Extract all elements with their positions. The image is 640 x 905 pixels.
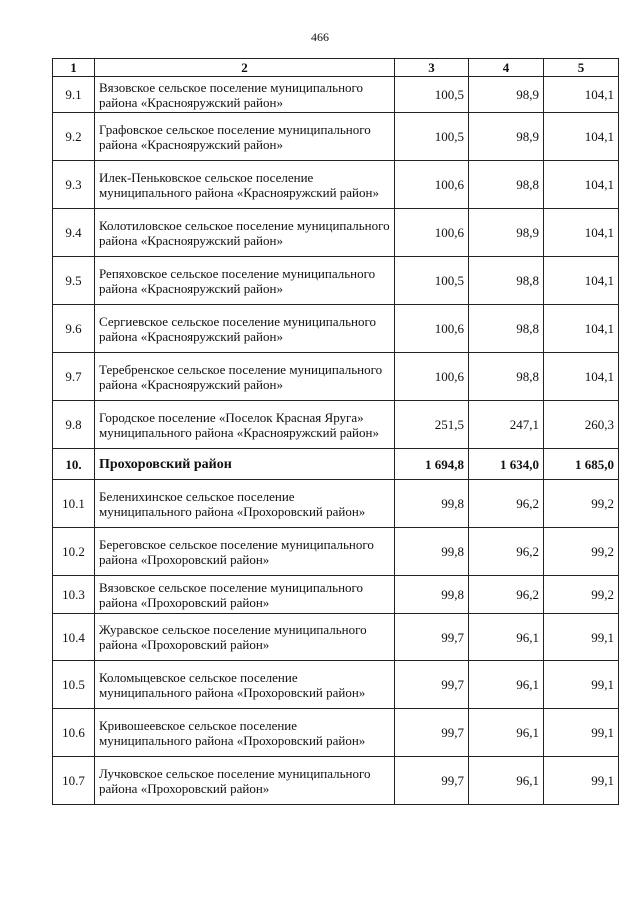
row-value-3: 100,6 xyxy=(395,305,469,353)
table-row xyxy=(53,77,619,113)
row-value-5: 99,1 xyxy=(544,661,619,709)
column-header-2: 2 xyxy=(95,59,395,77)
row-value-3: 100,5 xyxy=(395,113,469,161)
row-value-4: 247,1 xyxy=(469,401,544,449)
row-name: Вязовское сельское поселение муниципального района «Краснояружский район» xyxy=(95,77,395,113)
row-value-4: 98,8 xyxy=(469,257,544,305)
row-value-3: 100,6 xyxy=(395,209,469,257)
row-number: 9.5 xyxy=(53,257,95,305)
row-value-3: 100,6 xyxy=(395,353,469,401)
row-value-4: 96,1 xyxy=(469,661,544,709)
row-value-3: 100,5 xyxy=(395,257,469,305)
row-value-5: 104,1 xyxy=(544,77,619,113)
row-value-3: 99,7 xyxy=(395,757,469,805)
row-value-5: 99,2 xyxy=(544,528,619,576)
row-value-5: 99,1 xyxy=(544,614,619,661)
row-value-3: 99,8 xyxy=(395,528,469,576)
row-number: 10.1 xyxy=(53,480,95,528)
row-value-5: 104,1 xyxy=(544,209,619,257)
table-row xyxy=(53,257,619,305)
row-name: Кривошеевское сельское поселение муниципального района «Прохоровский район» xyxy=(95,709,395,757)
row-value-4: 96,2 xyxy=(469,528,544,576)
row-value-5: 99,2 xyxy=(544,576,619,614)
column-header-4: 4 xyxy=(469,59,544,77)
row-name: Репяховское сельское поселение муниципального района «Краснояружский район» xyxy=(95,257,395,305)
row-value-3: 100,5 xyxy=(395,77,469,113)
row-number: 9.1 xyxy=(53,77,95,113)
row-value-4: 96,1 xyxy=(469,709,544,757)
row-number: 9.3 xyxy=(53,161,95,209)
table-body xyxy=(53,77,619,805)
table-row xyxy=(53,161,619,209)
row-value-4: 98,8 xyxy=(469,353,544,401)
row-name: Колотиловское сельское поселение муниципального района «Краснояружский район» xyxy=(95,209,395,257)
row-value-5: 104,1 xyxy=(544,257,619,305)
row-value-5: 104,1 xyxy=(544,353,619,401)
row-number: 10. xyxy=(53,449,95,480)
table-row xyxy=(53,614,619,661)
table-row xyxy=(53,661,619,709)
row-name: Сергиевское сельское поселение муниципального района «Краснояружский район» xyxy=(95,305,395,353)
table-row xyxy=(53,401,619,449)
row-value-3: 99,7 xyxy=(395,709,469,757)
table-row xyxy=(53,480,619,528)
row-number: 10.5 xyxy=(53,661,95,709)
row-value-5: 99,2 xyxy=(544,480,619,528)
row-value-5: 104,1 xyxy=(544,305,619,353)
table-row xyxy=(53,113,619,161)
row-value-4: 98,9 xyxy=(469,209,544,257)
row-value-4: 98,8 xyxy=(469,161,544,209)
row-number: 9.6 xyxy=(53,305,95,353)
table-row xyxy=(53,209,619,257)
table-row xyxy=(53,757,619,805)
row-name: Вязовское сельское поселение муниципального района «Прохоровский район» xyxy=(95,576,395,614)
page-number: 466 xyxy=(311,30,329,44)
table-row xyxy=(53,576,619,614)
row-name: Городское поселение «Поселок Красная Яруга» муниципального района «Краснояружский район» xyxy=(95,401,395,449)
table-row xyxy=(53,449,619,480)
row-value-4: 98,9 xyxy=(469,77,544,113)
row-name: Лучковское сельское поселение муниципального района «Прохоровский район» xyxy=(95,757,395,805)
row-value-3: 251,5 xyxy=(395,401,469,449)
row-number: 10.7 xyxy=(53,757,95,805)
column-header-3: 3 xyxy=(395,59,469,77)
row-number: 10.3 xyxy=(53,576,95,614)
row-value-4: 96,1 xyxy=(469,757,544,805)
row-value-5: 1 685,0 xyxy=(544,449,619,480)
row-value-4: 98,8 xyxy=(469,305,544,353)
row-name: Теребренское сельское поселение муниципального района «Краснояружский район» xyxy=(95,353,395,401)
column-header-5: 5 xyxy=(544,59,619,77)
table-row xyxy=(53,528,619,576)
row-number: 9.7 xyxy=(53,353,95,401)
row-name: Береговское сельское поселение муниципального района «Прохоровский район» xyxy=(95,528,395,576)
row-value-3: 99,8 xyxy=(395,576,469,614)
row-value-3: 100,6 xyxy=(395,161,469,209)
row-value-3: 1 694,8 xyxy=(395,449,469,480)
column-header-1: 1 xyxy=(53,59,95,77)
row-name: Прохоровский район xyxy=(95,449,395,480)
data-table xyxy=(52,58,619,805)
row-name: Графовское сельское поселение муниципального района «Краснояружский район» xyxy=(95,113,395,161)
row-number: 9.2 xyxy=(53,113,95,161)
row-value-4: 96,2 xyxy=(469,576,544,614)
table-row xyxy=(53,305,619,353)
row-value-5: 99,1 xyxy=(544,757,619,805)
row-value-4: 96,1 xyxy=(469,614,544,661)
row-value-4: 98,9 xyxy=(469,113,544,161)
row-name: Илек-Пеньковское сельское поселение муниципального района «Краснояружский район» xyxy=(95,161,395,209)
row-value-5: 104,1 xyxy=(544,113,619,161)
row-value-5: 99,1 xyxy=(544,709,619,757)
row-number: 10.4 xyxy=(53,614,95,661)
row-value-3: 99,7 xyxy=(395,661,469,709)
row-number: 10.2 xyxy=(53,528,95,576)
row-value-4: 96,2 xyxy=(469,480,544,528)
row-number: 10.6 xyxy=(53,709,95,757)
table-row xyxy=(53,709,619,757)
row-number: 9.4 xyxy=(53,209,95,257)
row-name: Беленихинское сельское поселение муниципального района «Прохоровский район» xyxy=(95,480,395,528)
row-value-5: 104,1 xyxy=(544,161,619,209)
table-row xyxy=(53,353,619,401)
row-value-4: 1 634,0 xyxy=(469,449,544,480)
row-value-3: 99,7 xyxy=(395,614,469,661)
row-value-5: 260,3 xyxy=(544,401,619,449)
row-name: Коломыцевское сельское поселение муниципального района «Прохоровский район» xyxy=(95,661,395,709)
row-name: Журавское сельское поселение муниципального района «Прохоровский район» xyxy=(95,614,395,661)
row-number: 9.8 xyxy=(53,401,95,449)
table-header-row xyxy=(53,59,619,77)
row-value-3: 99,8 xyxy=(395,480,469,528)
